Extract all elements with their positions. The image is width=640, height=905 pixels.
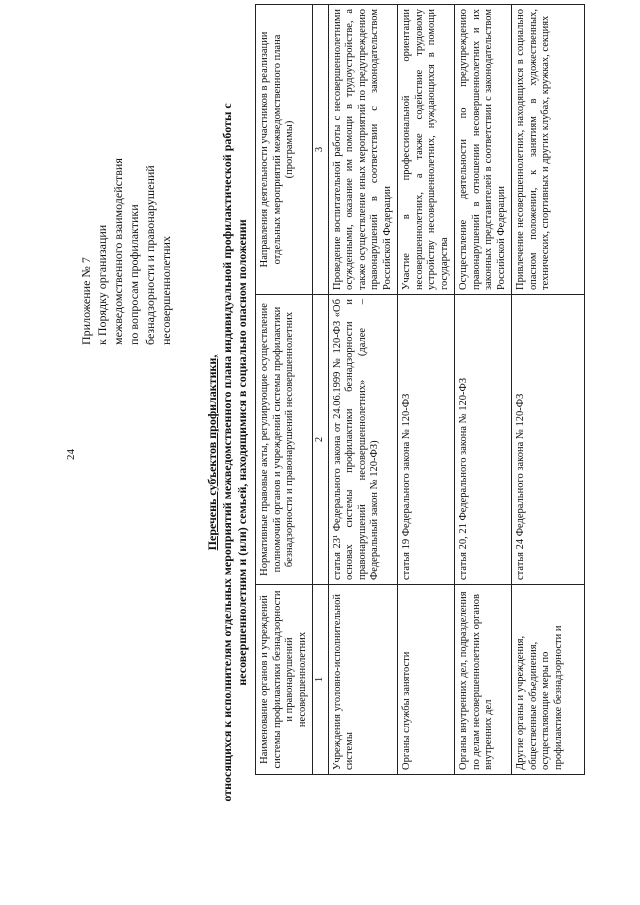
activity-cell: Проведение воспитательной работы с несовершеннолетними осужденными, оказание им помощи в трудоустройстве, а также осуществление иных мероприятий по предупреждению правонарушений в соответствии с законодательством Российской Федерации xyxy=(328,5,398,295)
legal-acts-cell: статья 19 Федерального закона № 120-ФЗ xyxy=(398,295,455,585)
table-row xyxy=(512,5,585,775)
table-header-row xyxy=(256,5,313,775)
appendix-line: Приложение № 7 xyxy=(79,257,93,345)
activity-cell xyxy=(512,5,585,295)
header-activity: Направления деятельности участников в реализации отдельных мероприятий межведомственного плана (программы) xyxy=(256,5,313,295)
appendix-note xyxy=(78,158,174,345)
table-row xyxy=(398,5,455,775)
subjects-table xyxy=(255,4,585,775)
activity-cell: Участие в профессиональной ориентации несовершеннолетних, а также содействие трудовому устройству несовершеннолетних, нуждающихся в помощи государства xyxy=(398,5,455,295)
appendix-line: по вопросам профилактики xyxy=(127,204,141,345)
legal-acts-text: статья 24 Федерального закона № 120-ФЗ xyxy=(515,393,526,580)
appendix-line: к Порядку организации xyxy=(95,224,109,345)
column-number: 2 xyxy=(313,295,329,585)
organ-name-cell: Учреждения уголовно-исполнительной системы xyxy=(328,585,398,775)
activity-text: Привлечение несовершеннолетних, находящихся в социально опасном положении, к занятиям в художественных, технических, спортивных и других клубах, кружках, секциях xyxy=(515,9,551,290)
document-title xyxy=(205,0,250,905)
title-line-3: несовершеннолетним и (или) семьей, находящимися в социально опасном положении xyxy=(235,219,249,686)
header-legal-acts: Нормативные правовые акты, регулирующие осуществление полномочий органов и учреждений системы профилактики безнадзорности и правонарушений несовершеннолетних xyxy=(256,295,313,585)
activity-cell: Осуществление деятельности по предупреждению правонарушений в отношении несовершеннолетних и их законных представителей в соответствии с законодательством Российской Федерации xyxy=(455,5,512,295)
appendix-line: несовершеннолетних xyxy=(159,236,173,345)
organ-name-text: Другие органы и учреждения, общественные объединения, осуществляющие меры по профилактике безнадзорности и xyxy=(515,625,564,770)
table-row xyxy=(328,5,398,775)
appendix-line: безнадзорности и правонарушений xyxy=(143,165,157,345)
header-organ-name: Наименование органов и учреждений системы профилактики безнадзорности и правонарушений несовершеннолетних xyxy=(256,585,313,775)
legal-acts-cell xyxy=(512,295,585,585)
title-line-2: относящихся к исполнителям отдельных мероприятий межведомственного плана индивидуальной профилактической работы с xyxy=(220,103,234,802)
table-row xyxy=(455,5,512,775)
organ-name-cell: Органы службы занятости xyxy=(398,585,455,775)
column-number: 3 xyxy=(313,5,329,295)
page-number: 24 xyxy=(65,449,77,460)
organ-name-cell xyxy=(512,585,585,775)
column-number: 1 xyxy=(313,585,329,775)
column-number-row xyxy=(313,5,329,775)
title-main: Перечень субъектов профилактики, xyxy=(205,354,219,551)
legal-acts-cell: статья 20, 21 Федерального закона № 120-ФЗ xyxy=(455,295,512,585)
appendix-line: межведомственного взаимодействия xyxy=(111,158,125,345)
legal-acts-cell: статья 23¹ Федерального закона от 24.06.1999 № 120-ФЗ «Об основах системы профилактики безнадзорности и правонарушений несовершеннолетних» (далее – Федеральный закон № 120-ФЗ) xyxy=(328,295,398,585)
organ-name-cell: Органы внутренних дел, подразделения по делам несовершеннолетних органов внутренних дел xyxy=(455,585,512,775)
